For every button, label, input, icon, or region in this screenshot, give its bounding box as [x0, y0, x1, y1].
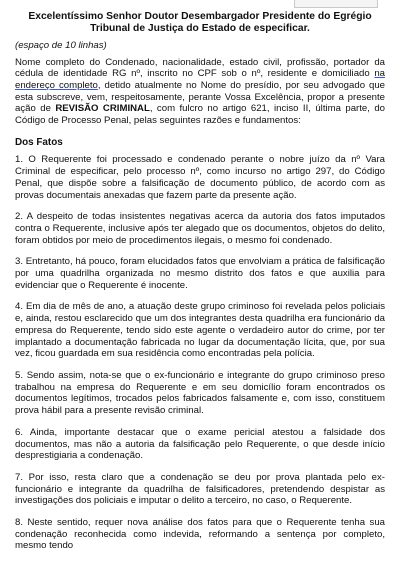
- intro-text-1: Nome completo do Condenado, nacionalidade, estado civil, profissão, portador da cédula de identidade RG nº, inscrito no CPF sob o nº, residente e domiciliado: [15, 56, 385, 80]
- paragraph-8: 8. Neste sentido, requer nova análise dos fatos para que o Requerente tenha sua condenação reconhecida como indevida, reformando a sentença por completo, mesmo tendo: [15, 517, 385, 552]
- document-body: [15, 11, 385, 562]
- paragraph-2: 2. A despeito de todas insistentes negativas acerca da autoria dos fatos imputados contra o Requerente, inclusive após ter alegado que os documentos, objetos do delito, foram obtidos por meio de procedimentos ilegais, o mesmo foi condenado.: [15, 211, 385, 246]
- spacing-note: (espaço de 10 linhas): [15, 39, 107, 51]
- intro-text-3: , com fulcro no artigo 621, inciso II, última parte, do Código de Processo Penal, pelas seguintes razões e fundamentos:: [15, 103, 385, 127]
- paragraph-5: 5. Sendo assim, nota-se que o ex-funcionário e integrante do grupo criminoso preso trabalhou na empresa do Requerente e em seu domicílio foram encontrados os documentos legítimos, trocados pelos fabricados falsamente e, com isso, constituem prova hábil para a presente revisão criminal.: [15, 369, 385, 417]
- paragraph-7: 7. Por isso, resta claro que a condenação se deu por prova plantada pelo ex-funcionário e integrante da quadrilha de falsificadores, pretendendo despistar as investigações dos policiais e imputar o delito a terceiro, no caso, o Requerente.: [15, 471, 385, 507]
- paragraph-6: 6. Ainda, importante destacar que o exame pericial atestou a falsidade dos documentos, mas não a autoria da falsificação pelo Requerente, o que desde início desprestigiaria a condenação.: [15, 426, 385, 462]
- action-name: REVISÃO CRIMINAL: [55, 103, 150, 115]
- paragraph-1: 1. O Requerente foi processado e condenado perante o nobre juízo da nº Vara Criminal de especificar, pelo processo nº, como incurso no artigo 297, do Código Penal, que dispõe sobre a falsificação de documento público, de acordo com as provas documentais anexadas que fazem parte da presente ação.: [15, 154, 385, 201]
- intro-paragraph: [15, 57, 385, 127]
- paragraph-3: 3. Entretanto, há pouco, foram elucidados fatos que envolviam a prática de falsificação por uma quadrilha organizada no mesmo distrito dos fatos e que auxilia para evidenciar que o Requerente é inocente.: [15, 256, 385, 291]
- top-tab-strip: [294, 0, 378, 8]
- paragraph-4: 4. Em dia de mês de ano, a atuação deste grupo criminoso foi revelada pelos policiais e, ainda, restou esclarecido que um dos integrantes desta quadrilha era funcionário da empresa do Requerente, tendo sido este agente o verdadeiro autor do crime, por ter implantado a documentação fabricada no lugar da documentação lícita, que, por sua vez, ficou guardada em sua residência como encontradas pela polícia.: [15, 301, 385, 360]
- document-title: Excelentíssimo Senhor Doutor Desembargador Presidente do Egrégio Tribunal de Justiça do Estado de especificar.: [28, 11, 372, 35]
- address-link[interactable]: na endereço completo: [15, 68, 385, 91]
- section-heading: Dos Fatos: [15, 136, 63, 148]
- intro-text-2: , detido atualmente no Nome do presídio, por seu advogado que esta subscreve, vem, respeitosamente, perante Vossa Excelência, propor a presente ação de: [15, 79, 385, 115]
